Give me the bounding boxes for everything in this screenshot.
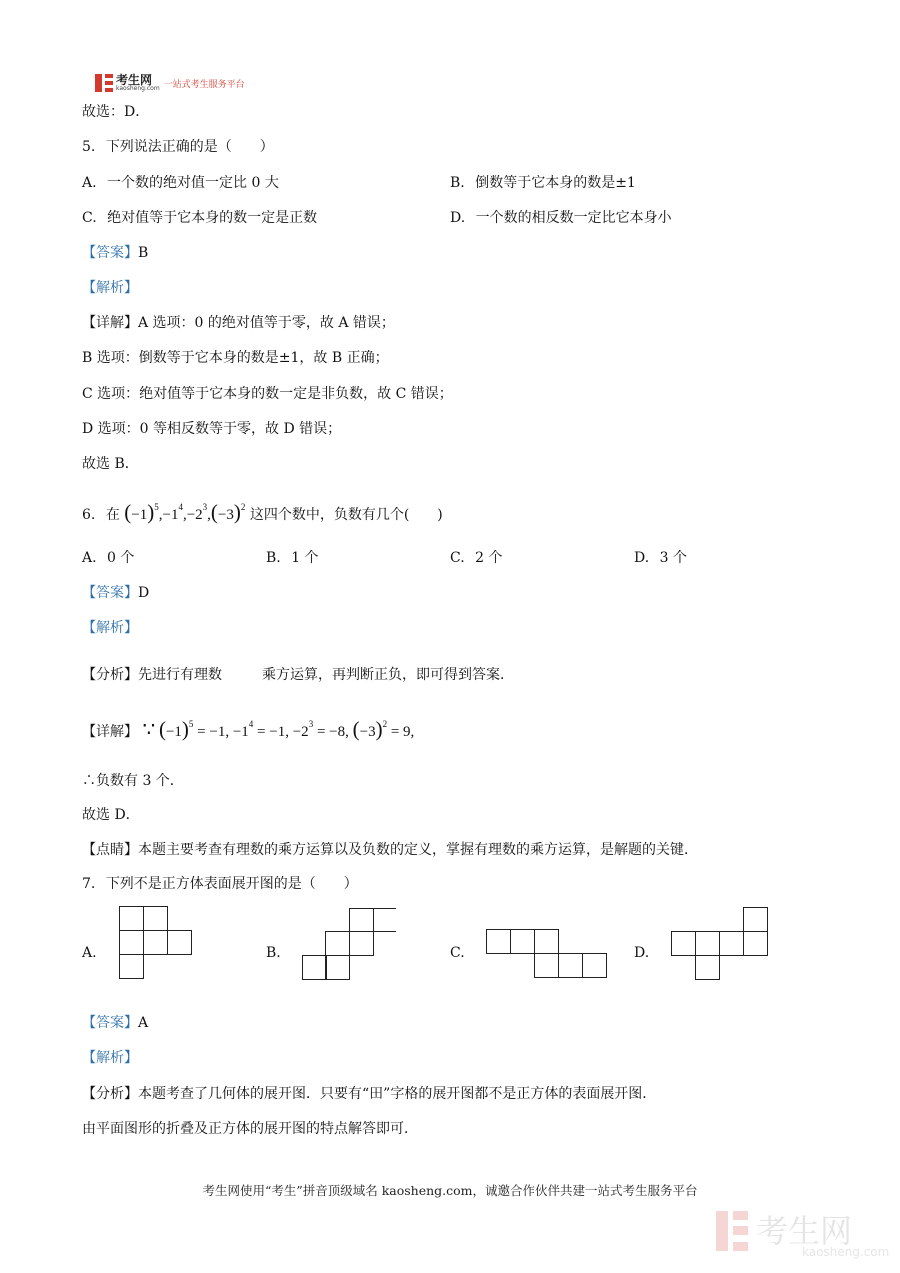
q6-conclusion: 故选 D． xyxy=(82,807,140,823)
q5-stem xyxy=(82,137,274,157)
logo-icon xyxy=(95,74,113,92)
q5-detail-line: C 选项：绝对值等于它本身的数一定是非负数，故 C 错误； xyxy=(82,386,453,402)
q6-detail xyxy=(82,712,414,749)
answer-value: B xyxy=(138,245,149,261)
detail-tag: 【详解】 xyxy=(82,724,138,740)
watermark-text: 考生网 xyxy=(756,1212,853,1250)
dianjing-tag: 【点睛】 xyxy=(82,842,138,858)
q7-net-a xyxy=(119,906,194,978)
answer-tag: 【答案】 xyxy=(82,1015,138,1031)
q6-option-a: A. 0 个 xyxy=(82,550,135,566)
q7-fenxi-line2: 由平面图形的折叠及正方体的展开图的特点解答即可． xyxy=(82,1121,418,1137)
q7-option-a-label: A. xyxy=(82,945,97,961)
q5-stem-text: 下列说法正确的是（ ） xyxy=(105,139,274,155)
brand-domain: kaosheng.com xyxy=(116,85,160,92)
q5-option-c: C. 绝对值等于它本身的数一定是正数 xyxy=(82,210,318,226)
q6-analysis-tag: 【解析】 xyxy=(82,620,138,636)
q5-answer xyxy=(82,243,148,263)
q6-option-b: B. 1 个 xyxy=(266,550,319,566)
q6-formula: $(-1)^5,-1^4,-2^3,(-3)^2$ xyxy=(124,500,246,524)
q7-option-d-label: D. xyxy=(634,945,650,961)
q7-option-b-label: B. xyxy=(266,945,281,961)
q7-stem: 7. 下列不是正方体表面展开图的是（ ） xyxy=(82,876,358,892)
q5-conclusion: 故选 B． xyxy=(82,456,139,472)
q6-option-d: D. 3 个 xyxy=(634,550,687,566)
q7-net-b xyxy=(302,908,398,980)
watermark xyxy=(716,1207,890,1259)
watermark-domain: kaosheng.com xyxy=(802,1245,890,1259)
answer-tag: 【答案】 xyxy=(82,245,138,261)
site-logo[interactable] xyxy=(95,72,245,94)
q7-net-c xyxy=(486,929,610,979)
fenxi-tag: 【分析】 xyxy=(82,1086,138,1102)
q7-net-d xyxy=(671,907,771,979)
q6-number: 6. xyxy=(82,507,96,523)
q7-option-c-label: C. xyxy=(450,945,465,961)
answer-value: A xyxy=(138,1015,149,1031)
q5-option-a: A. 一个数的绝对值一定比 0 大 xyxy=(82,175,279,191)
q6-stem: 6. 在 $(-1)^5,-1^4,-2^3,(-3)^2$ 这四个数中，负数有几个( ) xyxy=(82,500,443,524)
q5-option-d: D. 一个数的相反数一定比它本身小 xyxy=(450,210,672,226)
q6-option-c: C. 2 个 xyxy=(450,550,503,566)
fenxi-tag: 【分析】 xyxy=(82,667,138,683)
q6-therefore: ∴负数有 3 个． xyxy=(82,773,184,789)
answer-value: D xyxy=(138,585,150,601)
q5-option-b: B. 倒数等于它本身的数是±1 xyxy=(450,175,636,191)
watermark-logo-icon xyxy=(716,1211,748,1251)
q6-answer xyxy=(82,583,149,603)
footer-text: 考生网使用“考生”拼音顶级域名 kaosheng.com，诚邀合作伙伴共建一站式考生服务平台 xyxy=(202,1183,698,1198)
q5-analysis-tag: 【解析】 xyxy=(82,280,138,296)
q7-answer xyxy=(82,1013,148,1033)
q6-detail-formula: ∵ $(-1)^5 = -1$, $-1^4 = -1$, $-2^3 = -8$, $(-3)^2 = 9$, xyxy=(142,717,415,741)
brand-slogan: 一站式考生服务平台 xyxy=(163,79,245,90)
q5-detail-line: D 选项：0 等相反数等于零，故 D 错误； xyxy=(82,421,342,437)
q5-detail-line: B 选项：倒数等于它本身的数是±1，故 B 正确； xyxy=(82,350,389,366)
q7-analysis-tag: 【解析】 xyxy=(82,1050,138,1066)
detail-tag: 【详解】 xyxy=(82,315,138,331)
q6-dianjing: 【点睛】本题主要考查有理数的乘方运算以及负数的定义，掌握有理数的乘方运算，是解题的关键． xyxy=(82,842,698,858)
brand-name: 考生网 xyxy=(116,73,153,87)
answer-tag: 【答案】 xyxy=(82,585,138,601)
q4-conclusion: 故选：D． xyxy=(82,104,150,120)
q7-fenxi: 【分析】本题考查了几何体的展开图．只要有“田”字格的展开图都不是正方体的表面展开图． xyxy=(82,1086,657,1102)
q5-number: 5. xyxy=(82,139,96,155)
q6-fenxi: 【分析】先进行有理数 乘方运算，再判断正负，即可得到答案． xyxy=(82,667,514,683)
q7-number: 7. xyxy=(82,876,96,892)
q5-detail-line: 【详解】A 选项：0 的绝对值等于零，故 A 错误； xyxy=(82,315,395,331)
